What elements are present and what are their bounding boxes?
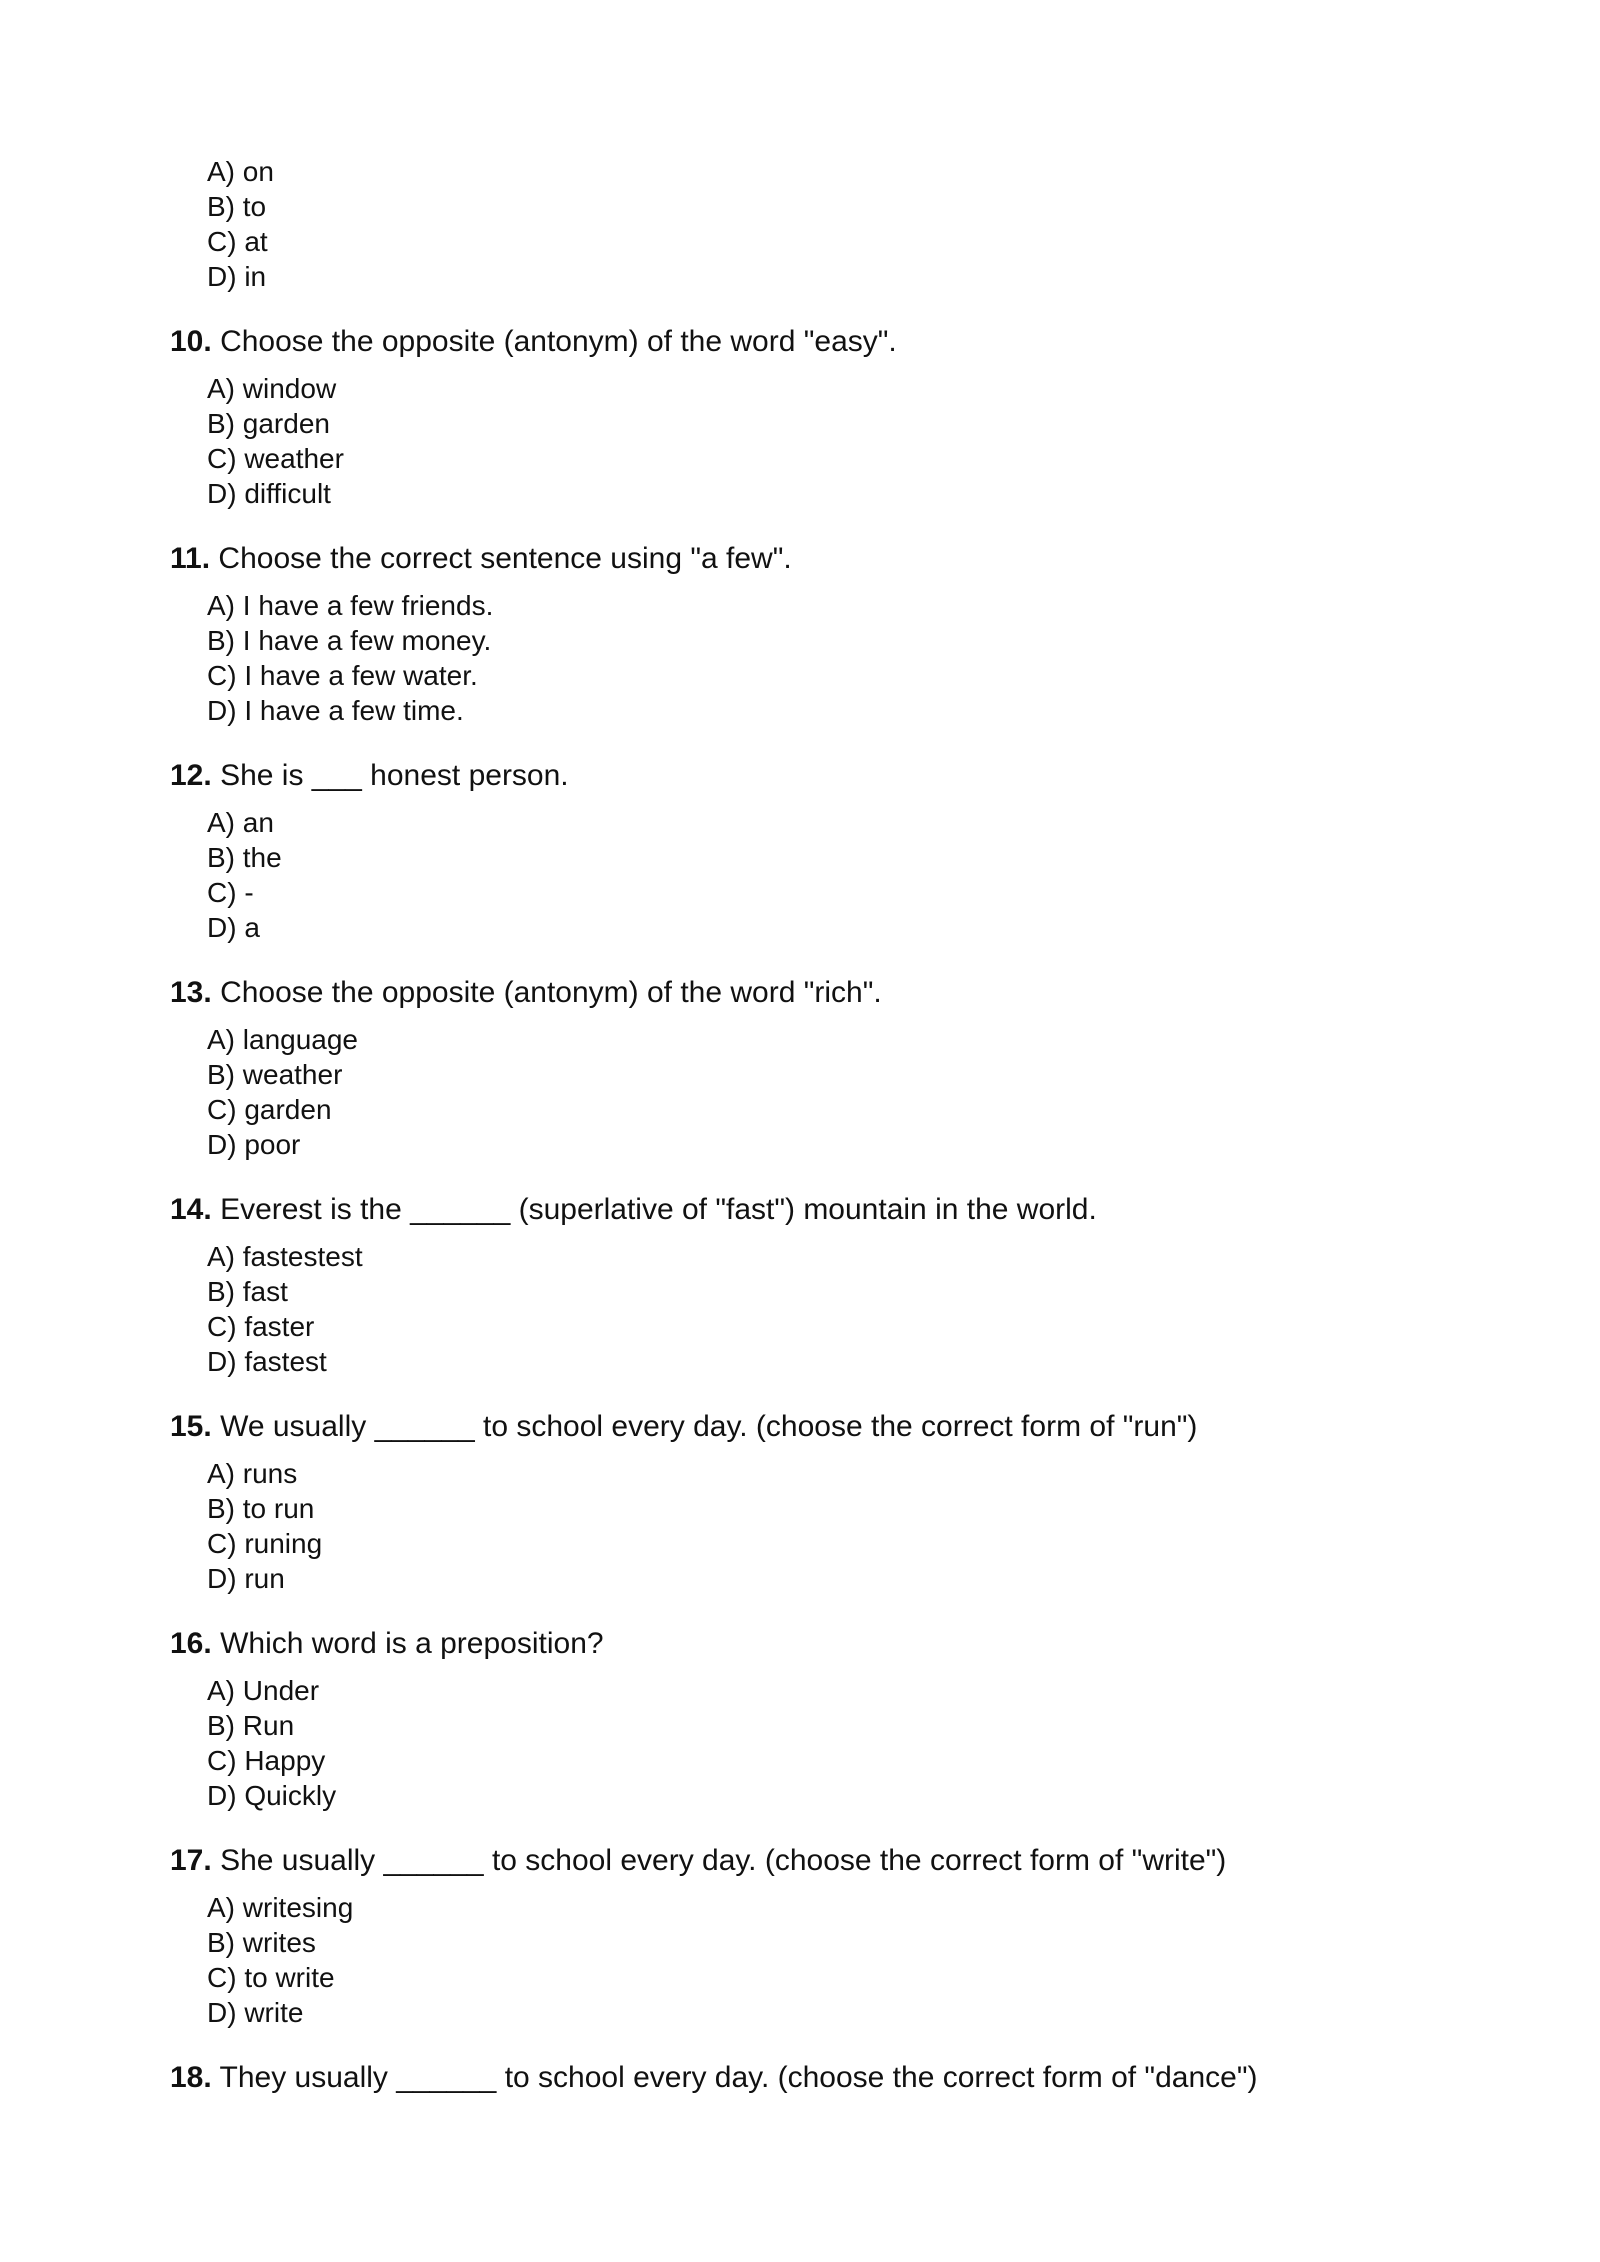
option: B) weather [207, 1059, 343, 1090]
question-12 [170, 758, 569, 794]
options-16 [207, 1673, 336, 1813]
options-13 [207, 1022, 358, 1162]
question-text: She usually ______ to school every day. (choose the correct form of "write") [220, 1844, 1227, 1877]
options-14 [207, 1239, 363, 1379]
option: B) to run [207, 1493, 315, 1524]
option: B) to [207, 191, 267, 222]
option: D) write [207, 1997, 304, 2028]
option: C) Happy [207, 1745, 326, 1776]
question-number: 14. [170, 1193, 212, 1226]
option: C) runing [207, 1528, 323, 1559]
option: D) difficult [207, 478, 331, 509]
question-10 [170, 324, 897, 360]
option: B) writes [207, 1927, 316, 1958]
option: A) window [207, 373, 337, 404]
question-number: 12. [170, 759, 212, 792]
option: D) Quickly [207, 1780, 337, 1811]
question-number: 13. [170, 976, 212, 1009]
option: D) poor [207, 1129, 301, 1160]
option: C) to write [207, 1962, 335, 1993]
question-13 [170, 975, 882, 1011]
question-18 [170, 2060, 1257, 2096]
question-text: Choose the opposite (antonym) of the word "easy". [220, 325, 897, 358]
option: C) garden [207, 1094, 332, 1125]
option: B) the [207, 842, 282, 873]
continued-options [207, 154, 274, 294]
option: A) Under [207, 1675, 320, 1706]
options-10 [207, 371, 344, 511]
question-14 [170, 1192, 1097, 1228]
options-12 [207, 805, 282, 945]
option: D) fastest [207, 1346, 327, 1377]
question-17 [170, 1843, 1226, 1879]
option: D) I have a few time. [207, 695, 464, 726]
question-15 [170, 1409, 1197, 1445]
option: A) fastestest [207, 1241, 363, 1272]
options-17 [207, 1890, 353, 2030]
option: B) garden [207, 408, 330, 439]
options-15 [207, 1456, 322, 1596]
option: A) runs [207, 1458, 298, 1489]
option: A) language [207, 1024, 359, 1055]
question-text: Choose the opposite (antonym) of the word "rich". [220, 976, 882, 1009]
option: A) writesing [207, 1892, 354, 1923]
question-text: Which word is a preposition? [220, 1627, 604, 1660]
question-number: 15. [170, 1410, 212, 1443]
option: C) at [207, 226, 268, 257]
option: A) I have a few friends. [207, 590, 494, 621]
question-number: 10. [170, 325, 212, 358]
question-text: Choose the correct sentence using "a few". [218, 542, 792, 575]
option: C) faster [207, 1311, 315, 1342]
option: C) I have a few water. [207, 660, 478, 691]
option: C) weather [207, 443, 344, 474]
question-text: They usually ______ to school every day. (choose the correct form of "dance") [219, 2061, 1258, 2094]
question-11 [170, 541, 792, 577]
option: B) I have a few money. [207, 625, 492, 656]
question-number: 18. [170, 2061, 212, 2094]
question-number: 11. [170, 542, 211, 575]
options-11 [207, 588, 493, 728]
option: A) an [207, 807, 274, 838]
option: D) in [207, 261, 267, 292]
question-16 [170, 1626, 604, 1662]
option: C) - [207, 877, 254, 908]
option: D) a [207, 912, 260, 943]
option: A) on [207, 156, 274, 187]
option: B) Run [207, 1710, 295, 1741]
question-text: She is ___ honest person. [220, 759, 569, 792]
question-number: 16. [170, 1627, 212, 1660]
option: B) fast [207, 1276, 288, 1307]
question-number: 17. [170, 1844, 212, 1877]
option: D) run [207, 1563, 285, 1594]
question-text: We usually ______ to school every day. (choose the correct form of "run") [220, 1410, 1198, 1443]
question-text: Everest is the ______ (superlative of "fast") mountain in the world. [220, 1193, 1097, 1226]
